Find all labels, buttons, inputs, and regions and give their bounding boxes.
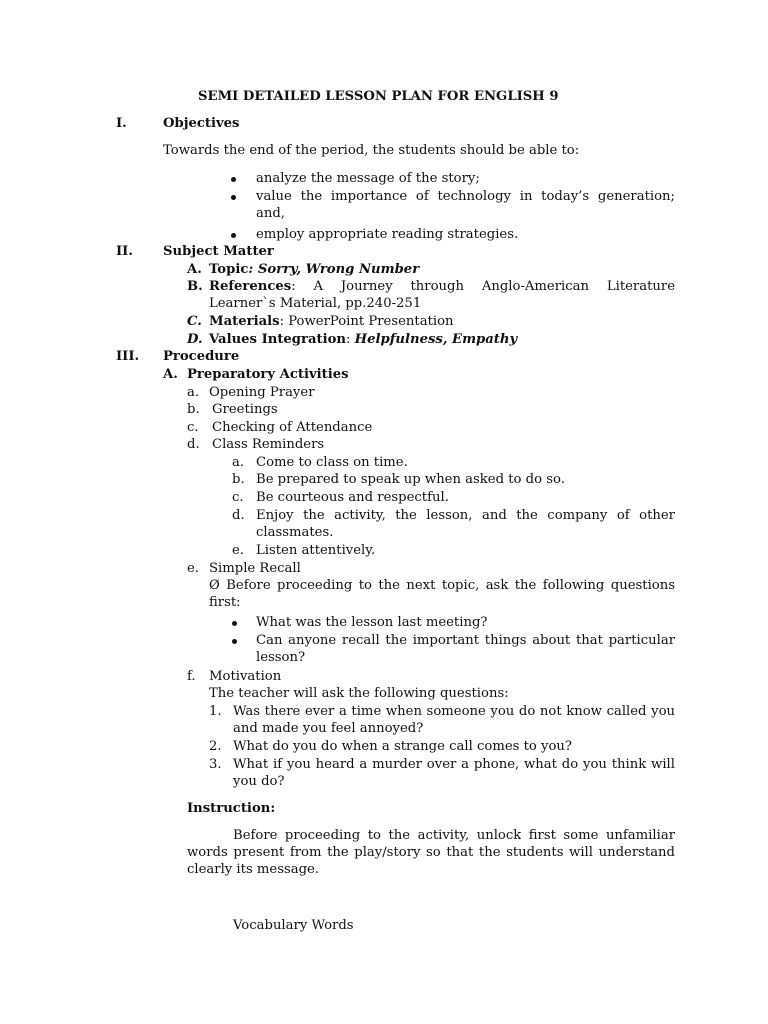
activity-item: Class Reminders <box>212 437 325 452</box>
reminder-marker: a. <box>232 455 245 470</box>
reminder-item: Listen attentively. <box>256 543 376 558</box>
motivation-question: What do you do when a strange call comes to you? <box>233 739 572 754</box>
activity-item: Opening Prayer <box>209 385 315 400</box>
section-heading-objectives: Objectives <box>163 116 240 131</box>
activity-marker: d. <box>187 437 200 452</box>
activity-marker: f. <box>187 669 196 684</box>
preparatory-heading: Preparatory Activities <box>187 367 349 382</box>
section-numeral-objectives: I. <box>116 116 127 131</box>
section-heading-subject-matter: Subject Matter <box>163 244 274 259</box>
section-numeral-subject-matter: II. <box>116 244 133 259</box>
activity-marker: a. <box>187 385 200 400</box>
reminder-item: Enjoy the activity, the lesson, and the company of other classmates. <box>256 508 675 540</box>
bullet-icon <box>231 233 236 238</box>
recall-question: What was the lesson last meeting? <box>256 615 488 630</box>
bullet-icon <box>232 621 237 626</box>
reminder-marker: e. <box>232 543 244 558</box>
reminder-item: Be courteous and respectful. <box>256 490 449 505</box>
objective-item: value the importance of technology in today’s generation; and, <box>256 189 675 221</box>
activity-item: Checking of Attendance <box>212 420 373 435</box>
subject-item-values: Values Integration: Helpfulness, Empathy <box>209 332 518 347</box>
reminder-item: Come to class on time. <box>256 455 408 470</box>
instruction-heading: Instruction: <box>187 801 276 816</box>
motivation-question: Was there ever a time when someone you do not know called you and made you feel annoyed? <box>233 704 675 736</box>
motivation-question-marker: 1. <box>209 704 222 719</box>
subject-item-marker: D. <box>187 332 203 347</box>
recall-question: Can anyone recall the important things about that particular lesson? <box>256 633 675 665</box>
reminder-marker: b. <box>232 472 245 487</box>
activity-marker: b. <box>187 402 200 417</box>
objective-item: analyze the message of the story; <box>256 171 480 186</box>
motivation-question-marker: 2. <box>209 739 222 754</box>
subject-item-marker: A. <box>187 262 202 277</box>
motivation-intro: The teacher will ask the following questions: <box>209 686 509 701</box>
simple-recall-note: Ø Before proceeding to the next topic, ask the following questions first: <box>209 578 675 610</box>
activity-marker: e. <box>187 561 199 576</box>
activity-item: Greetings <box>212 402 278 417</box>
subject-item-marker: C. <box>187 314 202 329</box>
vocabulary-heading: Vocabulary Words <box>233 918 354 933</box>
document-title: SEMI DETAILED LESSON PLAN FOR ENGLISH 9 <box>198 89 559 104</box>
simple-recall-heading: Simple Recall <box>209 561 301 576</box>
motivation-question-marker: 3. <box>209 757 222 772</box>
reminder-marker: c. <box>232 490 244 505</box>
reminder-marker: d. <box>232 508 245 523</box>
motivation-question: What if you heard a murder over a phone, what do you think will you do? <box>233 757 675 789</box>
preparatory-marker: A. <box>163 367 178 382</box>
section-heading-procedure: Procedure <box>163 349 240 364</box>
bullet-icon <box>231 177 236 182</box>
reminder-item: Be prepared to speak up when asked to do so. <box>256 472 565 487</box>
bullet-icon <box>232 639 237 644</box>
subject-item-topic: Topic: Sorry, Wrong Number <box>209 262 420 277</box>
section-numeral-procedure: III. <box>116 349 140 364</box>
activity-marker: c. <box>187 420 199 435</box>
instruction-paragraph: Before proceeding to the activity, unlock first some unfamiliar words present from the play/story so that the students will understand clearly its message. <box>187 828 675 877</box>
subject-item-references: References: A Journey through Anglo-American Literature Learner`s Material, pp.240-251 <box>209 279 676 311</box>
objective-item: employ appropriate reading strategies. <box>256 227 519 242</box>
subject-item-materials: Materials: PowerPoint Presentation <box>209 314 454 329</box>
subject-item-marker: B. <box>187 279 203 294</box>
motivation-heading: Motivation <box>209 669 282 684</box>
objectives-intro: Towards the end of the period, the students should be able to: <box>163 143 580 158</box>
bullet-icon <box>231 195 236 200</box>
